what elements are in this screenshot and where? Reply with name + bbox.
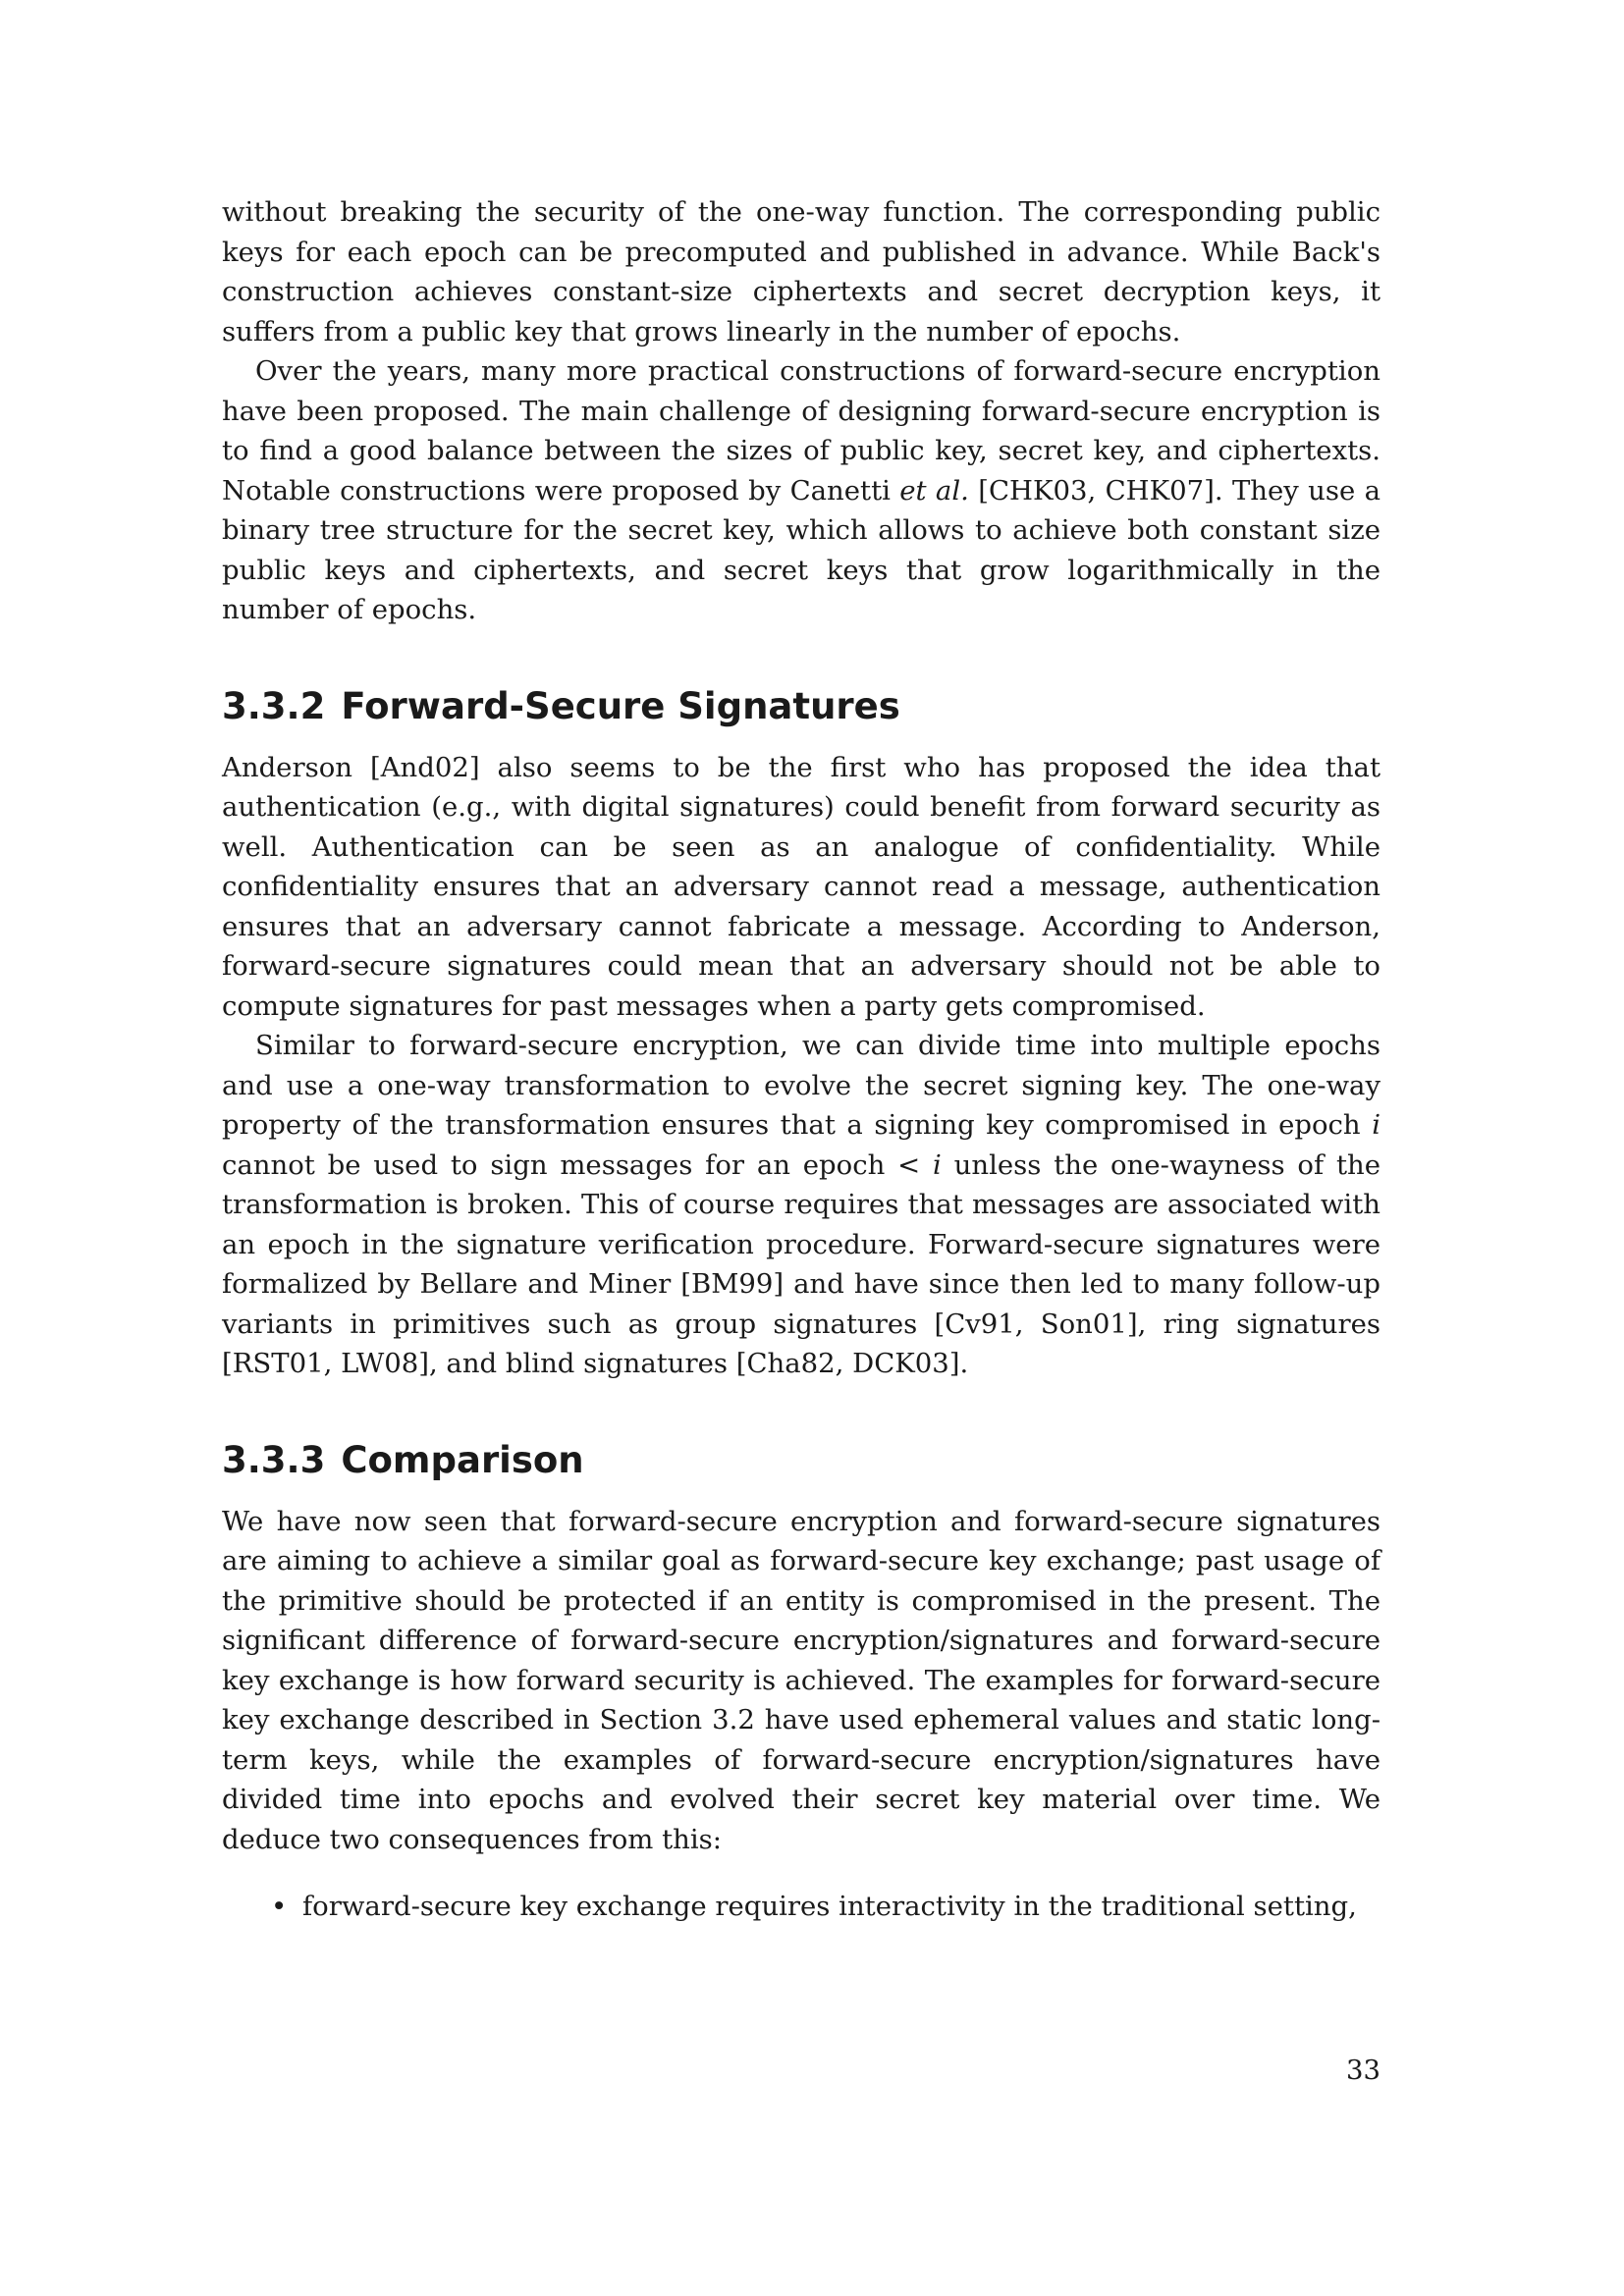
section-number: 3.3.2 — [222, 684, 326, 727]
page-body — [222, 192, 1380, 1927]
paragraph-intro-2-text-a: Over the years, many more practical constructions of forward-secure encryption have been proposed. The main challenge of designing forward-secure encryption is to find a good balance between the sizes of public key, secret key, and ciphertexts. Notable constructions were proposed by Canetti — [222, 355, 1380, 507]
section-heading-3-3-3 — [222, 1439, 1380, 1482]
bullet-list — [222, 1887, 1380, 1927]
paragraph-332-2 — [222, 1026, 1380, 1384]
list-item-text: forward-secure key exchange requires interactivity in the traditional setting, — [302, 1891, 1357, 1922]
list-item — [222, 1887, 1380, 1927]
paragraph-intro-2-text-b: [CHK03, CHK07]. They use a binary tree structure for the secret key, which allows to achieve both constant size public keys and ciphertexts, and secret keys that grow logarithmically in the number of epochs. — [222, 474, 1381, 625]
paragraph-333-1: We have now seen that forward-secure encryption and forward-secure signatures are aiming to achieve a similar goal as forward-secure key exchange; past usage of the primitive should be protected if an entity is compromised in the present. The significant difference of forward-secure encryption/signatures and forward-secure key exchange is how forward security is achieved. The examples for forward-secure key exchange described in Section 3.2 have used ephemeral values and static long-term keys, while the examples of forward-secure encryption/signatures have divided time into epochs and evolved their secret key material over time. We deduce two consequences from this: — [222, 1505, 1380, 1855]
paragraph-332-2-text-a: Similar to forward-secure encryption, we can divide time into multiple epochs and use a one-way transformation to evolve the secret signing key. The one-way property of the transformation ensures that a signing key compromised in epoch — [222, 1030, 1380, 1141]
math-variable-i-2: i — [933, 1148, 942, 1181]
math-variable-i: i — [1372, 1109, 1380, 1141]
paragraph-332-2-text-c: unless the one-wayness of the transformation is broken. This of course requires that messages are associated with an epoch in the signature verification procedure. Forward-secure signatures were formalized by Bellare and Miner [BM99] and have since then led to many follow-up variants in primitives such as group signatures [Cv91, Son01], ring signatures [RST01, LW08], and blind signatures [Cha82, DCK03]. — [222, 1148, 1380, 1379]
section-heading-3-3-2 — [222, 685, 1380, 728]
paragraph-intro-2-emphasis: et al. — [899, 474, 969, 507]
paragraph-332-2-text-b: cannot be used to sign messages for an epoch < — [222, 1148, 934, 1181]
paragraph-intro-1: without breaking the security of the one-way function. The corresponding public keys for each epoch can be precomputed and published in advance. While Back's construction achieves constant-size ciphertexts and secret decryption keys, it suffers from a public key that grows linearly in the number of epochs. — [222, 196, 1380, 347]
section-title: Comparison — [341, 1438, 584, 1481]
paragraph-intro-2 — [222, 351, 1380, 630]
paragraph-332-1: Anderson [And02] also seems to be the first who has proposed the idea that authentication (e.g., with digital signatures) could benefit from forward security as well. Authentication can be seen as an analogue of confidentiality. While confidentiality ensures that an adversary cannot read a message, authentication ensures that an adversary cannot fabricate a message. According to Anderson, forward-secure signatures could mean that an adversary should not be able to compute signatures for past messages when a party gets compromised. — [222, 751, 1380, 1022]
bullet-icon: • — [271, 1891, 288, 1922]
page-number: 33 — [1346, 2055, 1380, 2086]
section-title: Forward-Secure Signatures — [341, 684, 900, 727]
section-number: 3.3.3 — [222, 1438, 326, 1481]
